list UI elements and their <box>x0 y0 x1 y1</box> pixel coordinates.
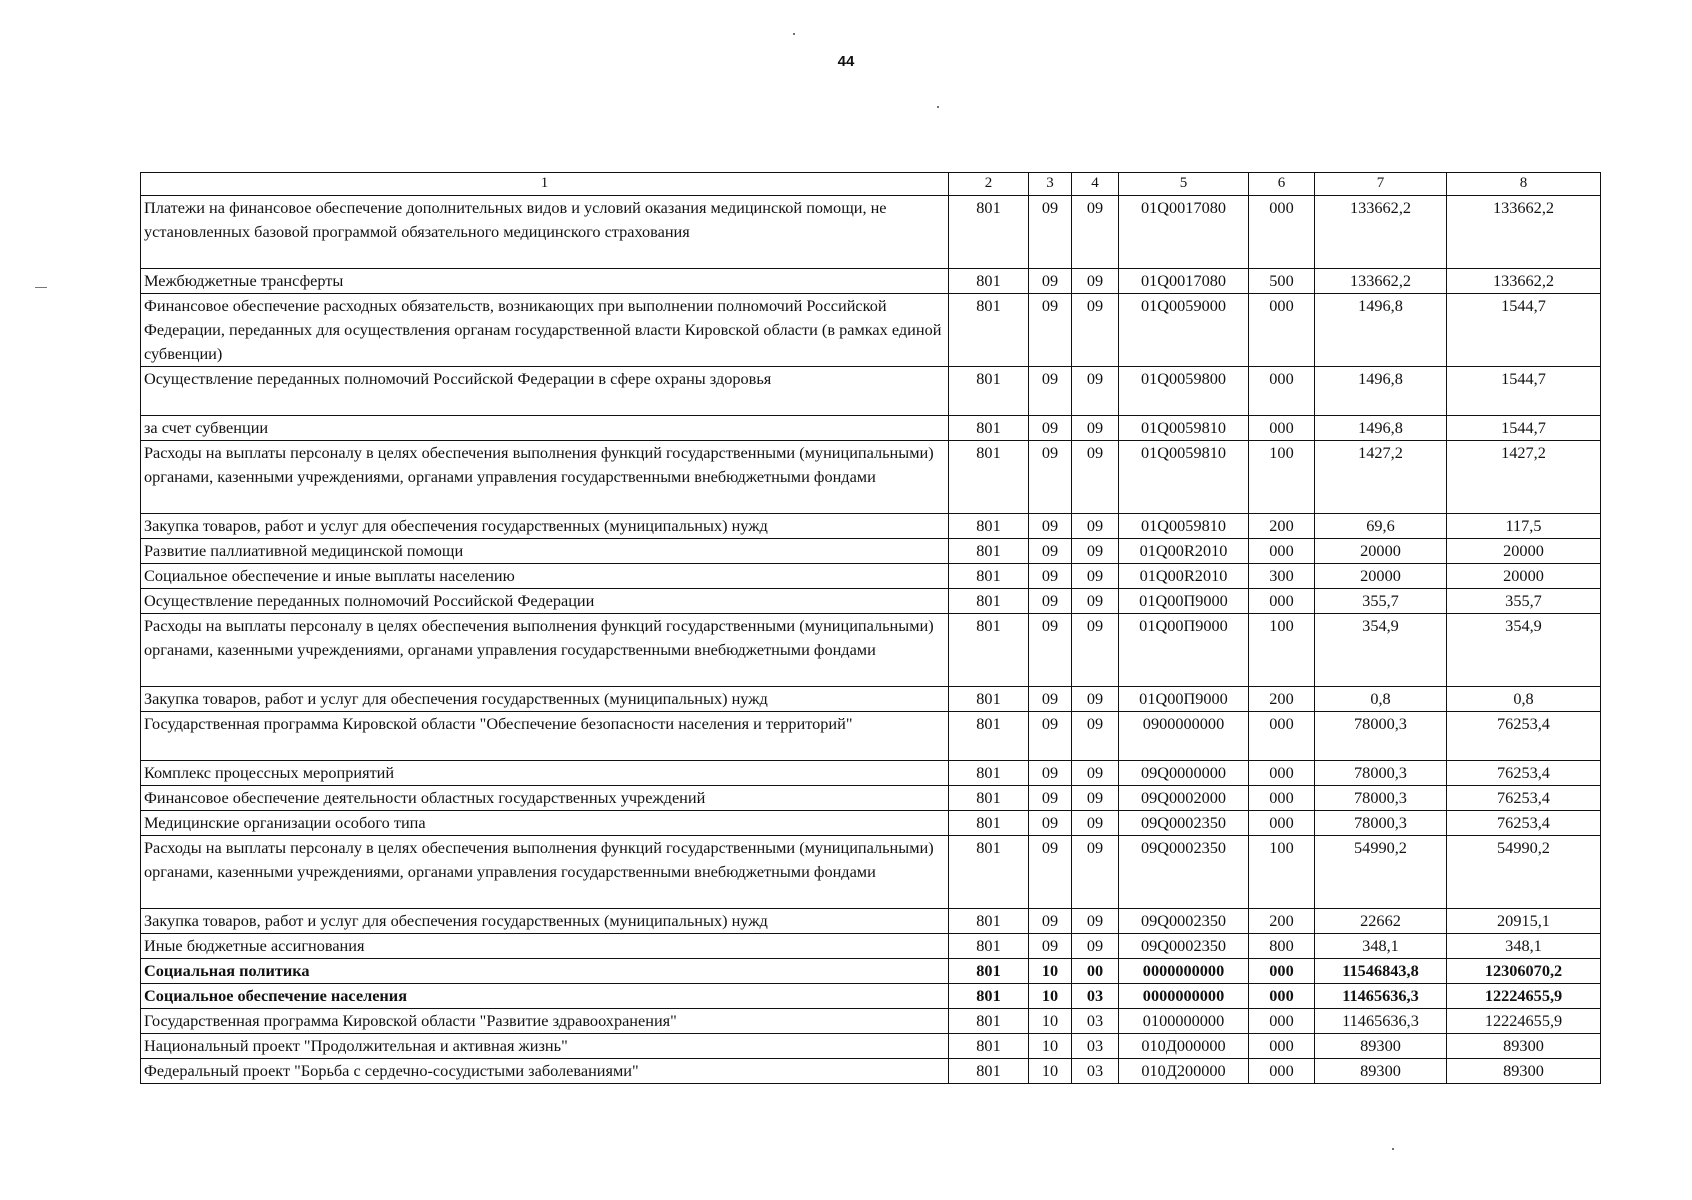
col7-cell: 11465636,3 <box>1315 1009 1447 1034</box>
col5-cell: 01Q00П9000 <box>1119 687 1249 712</box>
col6-cell: 100 <box>1249 836 1315 909</box>
col7-cell: 355,7 <box>1315 589 1447 614</box>
col4-cell: 03 <box>1072 1059 1119 1084</box>
col2-cell: 801 <box>949 1059 1029 1084</box>
col7-cell: 0,8 <box>1315 687 1447 712</box>
table-row <box>141 934 1601 959</box>
row-name-cell: Комплекс процессных мероприятий <box>141 761 949 786</box>
col8-cell: 76253,4 <box>1447 811 1601 836</box>
col2-cell: 801 <box>949 416 1029 441</box>
row-name-cell: Социальная политика <box>141 959 949 984</box>
col5-cell: 09Q0002000 <box>1119 786 1249 811</box>
col3-cell: 09 <box>1029 687 1072 712</box>
col5-cell: 01Q0059800 <box>1119 367 1249 416</box>
col6-cell: 200 <box>1249 687 1315 712</box>
col8-cell: 355,7 <box>1447 589 1601 614</box>
table-row <box>141 836 1601 909</box>
table-body <box>141 196 1601 1084</box>
header-cell: 2 <box>949 173 1029 196</box>
col4-cell: 09 <box>1072 514 1119 539</box>
col4-cell: 09 <box>1072 589 1119 614</box>
col6-cell: 000 <box>1249 416 1315 441</box>
col8-cell: 1544,7 <box>1447 294 1601 367</box>
col8-cell: 1544,7 <box>1447 367 1601 416</box>
col8-cell: 20000 <box>1447 539 1601 564</box>
col8-cell: 20915,1 <box>1447 909 1601 934</box>
col2-cell: 801 <box>949 811 1029 836</box>
col5-cell: 010Д000000 <box>1119 1034 1249 1059</box>
col8-cell: 89300 <box>1447 1034 1601 1059</box>
header-cell: 8 <box>1447 173 1601 196</box>
table-row <box>141 416 1601 441</box>
col4-cell: 09 <box>1072 416 1119 441</box>
col7-cell: 348,1 <box>1315 934 1447 959</box>
col7-cell: 20000 <box>1315 539 1447 564</box>
col8-cell: 1427,2 <box>1447 441 1601 514</box>
col4-cell: 09 <box>1072 811 1119 836</box>
col7-cell: 20000 <box>1315 564 1447 589</box>
col7-cell: 69,6 <box>1315 514 1447 539</box>
col6-cell: 200 <box>1249 514 1315 539</box>
col3-cell: 09 <box>1029 589 1072 614</box>
col3-cell: 09 <box>1029 712 1072 761</box>
col7-cell: 54990,2 <box>1315 836 1447 909</box>
col4-cell: 03 <box>1072 984 1119 1009</box>
col7-cell: 22662 <box>1315 909 1447 934</box>
row-name-cell: Финансовое обеспечение деятельности областных государственных учреждений <box>141 786 949 811</box>
col8-cell: 12306070,2 <box>1447 959 1601 984</box>
table-row <box>141 1009 1601 1034</box>
row-name-cell: за счет субвенции <box>141 416 949 441</box>
col5-cell: 01Q0059810 <box>1119 441 1249 514</box>
col7-cell: 11546843,8 <box>1315 959 1447 984</box>
col2-cell: 801 <box>949 1034 1029 1059</box>
col4-cell: 03 <box>1072 1034 1119 1059</box>
col2-cell: 801 <box>949 539 1029 564</box>
col4-cell: 09 <box>1072 441 1119 514</box>
col7-cell: 78000,3 <box>1315 761 1447 786</box>
col8-cell: 117,5 <box>1447 514 1601 539</box>
header-cell: 5 <box>1119 173 1249 196</box>
col5-cell: 010Д200000 <box>1119 1059 1249 1084</box>
col6-cell: 100 <box>1249 614 1315 687</box>
header-cell: 7 <box>1315 173 1447 196</box>
page-number: 44 <box>837 53 855 70</box>
col8-cell: 76253,4 <box>1447 761 1601 786</box>
col6-cell: 000 <box>1249 984 1315 1009</box>
col2-cell: 801 <box>949 514 1029 539</box>
col3-cell: 09 <box>1029 614 1072 687</box>
col6-cell: 000 <box>1249 959 1315 984</box>
col2-cell: 801 <box>949 836 1029 909</box>
table-row <box>141 1034 1601 1059</box>
table-row <box>141 564 1601 589</box>
col2-cell: 801 <box>949 614 1029 687</box>
row-name-cell: Межбюджетные трансферты <box>141 269 949 294</box>
col5-cell: 01Q0059810 <box>1119 514 1249 539</box>
row-name-cell: Закупка товаров, работ и услуг для обеспечения государственных (муниципальных) нужд <box>141 687 949 712</box>
col5-cell: 01Q00П9000 <box>1119 614 1249 687</box>
col3-cell: 09 <box>1029 416 1072 441</box>
col6-cell: 000 <box>1249 1009 1315 1034</box>
col8-cell: 133662,2 <box>1447 196 1601 269</box>
col4-cell: 09 <box>1072 294 1119 367</box>
col4-cell: 09 <box>1072 712 1119 761</box>
col2-cell: 801 <box>949 687 1029 712</box>
col5-cell: 01Q0017080 <box>1119 269 1249 294</box>
row-name-cell: Закупка товаров, работ и услуг для обеспечения государственных (муниципальных) нужд <box>141 909 949 934</box>
col3-cell: 09 <box>1029 564 1072 589</box>
col4-cell: 09 <box>1072 269 1119 294</box>
col8-cell: 354,9 <box>1447 614 1601 687</box>
header-cell: 4 <box>1072 173 1119 196</box>
col6-cell: 000 <box>1249 761 1315 786</box>
col8-cell: 12224655,9 <box>1447 1009 1601 1034</box>
table-row <box>141 687 1601 712</box>
scan-speck <box>937 106 939 108</box>
scan-speck <box>1392 1148 1394 1150</box>
col2-cell: 801 <box>949 1009 1029 1034</box>
col5-cell: 01Q00R2010 <box>1119 564 1249 589</box>
col6-cell: 000 <box>1249 539 1315 564</box>
budget-table <box>140 172 1601 1084</box>
col3-cell: 09 <box>1029 441 1072 514</box>
col6-cell: 000 <box>1249 1034 1315 1059</box>
row-name-cell: Государственная программа Кировской области "Развитие здравоохранения" <box>141 1009 949 1034</box>
col8-cell: 12224655,9 <box>1447 984 1601 1009</box>
col6-cell: 000 <box>1249 1059 1315 1084</box>
row-name-cell: Расходы на выплаты персоналу в целях обеспечения выполнения функций государственными (муниципальными) органами, казенными учреждениями, органами управления государственными внебюджетными фондами <box>141 441 949 514</box>
col4-cell: 09 <box>1072 836 1119 909</box>
col8-cell: 348,1 <box>1447 934 1601 959</box>
table-row <box>141 539 1601 564</box>
col3-cell: 09 <box>1029 269 1072 294</box>
header-cell: 6 <box>1249 173 1315 196</box>
table-row <box>141 811 1601 836</box>
col4-cell: 03 <box>1072 1009 1119 1034</box>
col6-cell: 200 <box>1249 909 1315 934</box>
col5-cell: 09Q0002350 <box>1119 811 1249 836</box>
row-name-cell: Иные бюджетные ассигнования <box>141 934 949 959</box>
col2-cell: 801 <box>949 712 1029 761</box>
row-name-cell: Развитие паллиативной медицинской помощи <box>141 539 949 564</box>
col8-cell: 0,8 <box>1447 687 1601 712</box>
col5-cell: 01Q0059810 <box>1119 416 1249 441</box>
col4-cell: 09 <box>1072 614 1119 687</box>
row-name-cell: Закупка товаров, работ и услуг для обеспечения государственных (муниципальных) нужд <box>141 514 949 539</box>
col2-cell: 801 <box>949 909 1029 934</box>
table-row <box>141 909 1601 934</box>
row-name-cell: Медицинские организации особого типа <box>141 811 949 836</box>
col7-cell: 133662,2 <box>1315 269 1447 294</box>
col5-cell: 09Q0000000 <box>1119 761 1249 786</box>
col5-cell: 09Q0002350 <box>1119 836 1249 909</box>
col6-cell: 000 <box>1249 811 1315 836</box>
row-name-cell: Социальное обеспечение населения <box>141 984 949 1009</box>
col4-cell: 09 <box>1072 786 1119 811</box>
col5-cell: 09Q0002350 <box>1119 934 1249 959</box>
col2-cell: 801 <box>949 984 1029 1009</box>
col3-cell: 10 <box>1029 984 1072 1009</box>
col7-cell: 78000,3 <box>1315 712 1447 761</box>
table-row <box>141 786 1601 811</box>
col5-cell: 0000000000 <box>1119 984 1249 1009</box>
col8-cell: 133662,2 <box>1447 269 1601 294</box>
col4-cell: 09 <box>1072 539 1119 564</box>
col2-cell: 801 <box>949 959 1029 984</box>
col3-cell: 09 <box>1029 786 1072 811</box>
col3-cell: 09 <box>1029 196 1072 269</box>
row-name-cell: Национальный проект "Продолжительная и активная жизнь" <box>141 1034 949 1059</box>
col7-cell: 11465636,3 <box>1315 984 1447 1009</box>
table-row <box>141 614 1601 687</box>
col8-cell: 89300 <box>1447 1059 1601 1084</box>
col3-cell: 10 <box>1029 1059 1072 1084</box>
col6-cell: 300 <box>1249 564 1315 589</box>
col4-cell: 09 <box>1072 761 1119 786</box>
col8-cell: 54990,2 <box>1447 836 1601 909</box>
table-row <box>141 589 1601 614</box>
col5-cell: 01Q00П9000 <box>1119 589 1249 614</box>
table-row <box>141 196 1601 269</box>
table-row <box>141 269 1601 294</box>
col4-cell: 09 <box>1072 687 1119 712</box>
row-name-cell: Государственная программа Кировской области "Обеспечение безопасности населения и территорий" <box>141 712 949 761</box>
col6-cell: 000 <box>1249 294 1315 367</box>
row-name-cell: Платежи на финансовое обеспечение дополнительных видов и условий оказания медицинской помощи, не установленных базовой программой обязательного медицинского страхования <box>141 196 949 269</box>
col2-cell: 801 <box>949 196 1029 269</box>
col6-cell: 100 <box>1249 441 1315 514</box>
col3-cell: 09 <box>1029 909 1072 934</box>
row-name-cell: Социальное обеспечение и иные выплаты населению <box>141 564 949 589</box>
col3-cell: 10 <box>1029 1034 1072 1059</box>
table-row <box>141 984 1601 1009</box>
col5-cell: 0100000000 <box>1119 1009 1249 1034</box>
col2-cell: 801 <box>949 294 1029 367</box>
col6-cell: 000 <box>1249 589 1315 614</box>
col3-cell: 09 <box>1029 761 1072 786</box>
table-row <box>141 712 1601 761</box>
col7-cell: 1427,2 <box>1315 441 1447 514</box>
table-row <box>141 294 1601 367</box>
col7-cell: 78000,3 <box>1315 811 1447 836</box>
col7-cell: 89300 <box>1315 1034 1447 1059</box>
col6-cell: 000 <box>1249 786 1315 811</box>
table-row <box>141 761 1601 786</box>
table-row <box>141 441 1601 514</box>
table-row <box>141 514 1601 539</box>
row-name-cell: Осуществление переданных полномочий Российской Федерации <box>141 589 949 614</box>
col7-cell: 133662,2 <box>1315 196 1447 269</box>
table-row <box>141 367 1601 416</box>
col2-cell: 801 <box>949 761 1029 786</box>
col2-cell: 801 <box>949 934 1029 959</box>
col4-cell: 09 <box>1072 934 1119 959</box>
col3-cell: 10 <box>1029 1009 1072 1034</box>
header-row <box>141 173 1601 196</box>
col3-cell: 09 <box>1029 539 1072 564</box>
col6-cell: 000 <box>1249 712 1315 761</box>
col2-cell: 801 <box>949 564 1029 589</box>
table-row <box>141 1059 1601 1084</box>
col2-cell: 801 <box>949 786 1029 811</box>
col5-cell: 01Q00R2010 <box>1119 539 1249 564</box>
col4-cell: 09 <box>1072 909 1119 934</box>
col5-cell: 0900000000 <box>1119 712 1249 761</box>
col4-cell: 00 <box>1072 959 1119 984</box>
col3-cell: 09 <box>1029 836 1072 909</box>
scan-speck <box>793 33 795 35</box>
col8-cell: 20000 <box>1447 564 1601 589</box>
col7-cell: 354,9 <box>1315 614 1447 687</box>
header-cell: 1 <box>141 173 949 196</box>
col6-cell: 800 <box>1249 934 1315 959</box>
col7-cell: 1496,8 <box>1315 416 1447 441</box>
col3-cell: 10 <box>1029 959 1072 984</box>
row-name-cell: Осуществление переданных полномочий Российской Федерации в сфере охраны здоровья <box>141 367 949 416</box>
col3-cell: 09 <box>1029 811 1072 836</box>
col4-cell: 09 <box>1072 367 1119 416</box>
col2-cell: 801 <box>949 589 1029 614</box>
col5-cell: 01Q0059000 <box>1119 294 1249 367</box>
col2-cell: 801 <box>949 367 1029 416</box>
col2-cell: 801 <box>949 269 1029 294</box>
col6-cell: 000 <box>1249 367 1315 416</box>
header-cell: 3 <box>1029 173 1072 196</box>
col7-cell: 89300 <box>1315 1059 1447 1084</box>
row-name-cell: Расходы на выплаты персоналу в целях обеспечения выполнения функций государственными (муниципальными) органами, казенными учреждениями, органами управления государственными внебюджетными фондами <box>141 836 949 909</box>
row-name-cell: Федеральный проект "Борьба с сердечно-сосудистыми заболеваниями" <box>141 1059 949 1084</box>
col8-cell: 1544,7 <box>1447 416 1601 441</box>
row-name-cell: Расходы на выплаты персоналу в целях обеспечения выполнения функций государственными (муниципальными) органами, казенными учреждениями, органами управления государственными внебюджетными фондами <box>141 614 949 687</box>
col6-cell: 000 <box>1249 196 1315 269</box>
row-name-cell: Финансовое обеспечение расходных обязательств, возникающих при выполнении полномочий Российской Федерации, переданных для осуществления органам государственной власти Кировской области (в рамках единой субвенции) <box>141 294 949 367</box>
col3-cell: 09 <box>1029 367 1072 416</box>
col6-cell: 500 <box>1249 269 1315 294</box>
col5-cell: 01Q0017080 <box>1119 196 1249 269</box>
col7-cell: 78000,3 <box>1315 786 1447 811</box>
col8-cell: 76253,4 <box>1447 712 1601 761</box>
col4-cell: 09 <box>1072 564 1119 589</box>
col8-cell: 76253,4 <box>1447 786 1601 811</box>
table-row <box>141 959 1601 984</box>
col3-cell: 09 <box>1029 514 1072 539</box>
col5-cell: 0000000000 <box>1119 959 1249 984</box>
col5-cell: 09Q0002350 <box>1119 909 1249 934</box>
col3-cell: 09 <box>1029 294 1072 367</box>
scan-mark <box>35 287 47 288</box>
col7-cell: 1496,8 <box>1315 367 1447 416</box>
col2-cell: 801 <box>949 441 1029 514</box>
col7-cell: 1496,8 <box>1315 294 1447 367</box>
col3-cell: 09 <box>1029 934 1072 959</box>
col4-cell: 09 <box>1072 196 1119 269</box>
